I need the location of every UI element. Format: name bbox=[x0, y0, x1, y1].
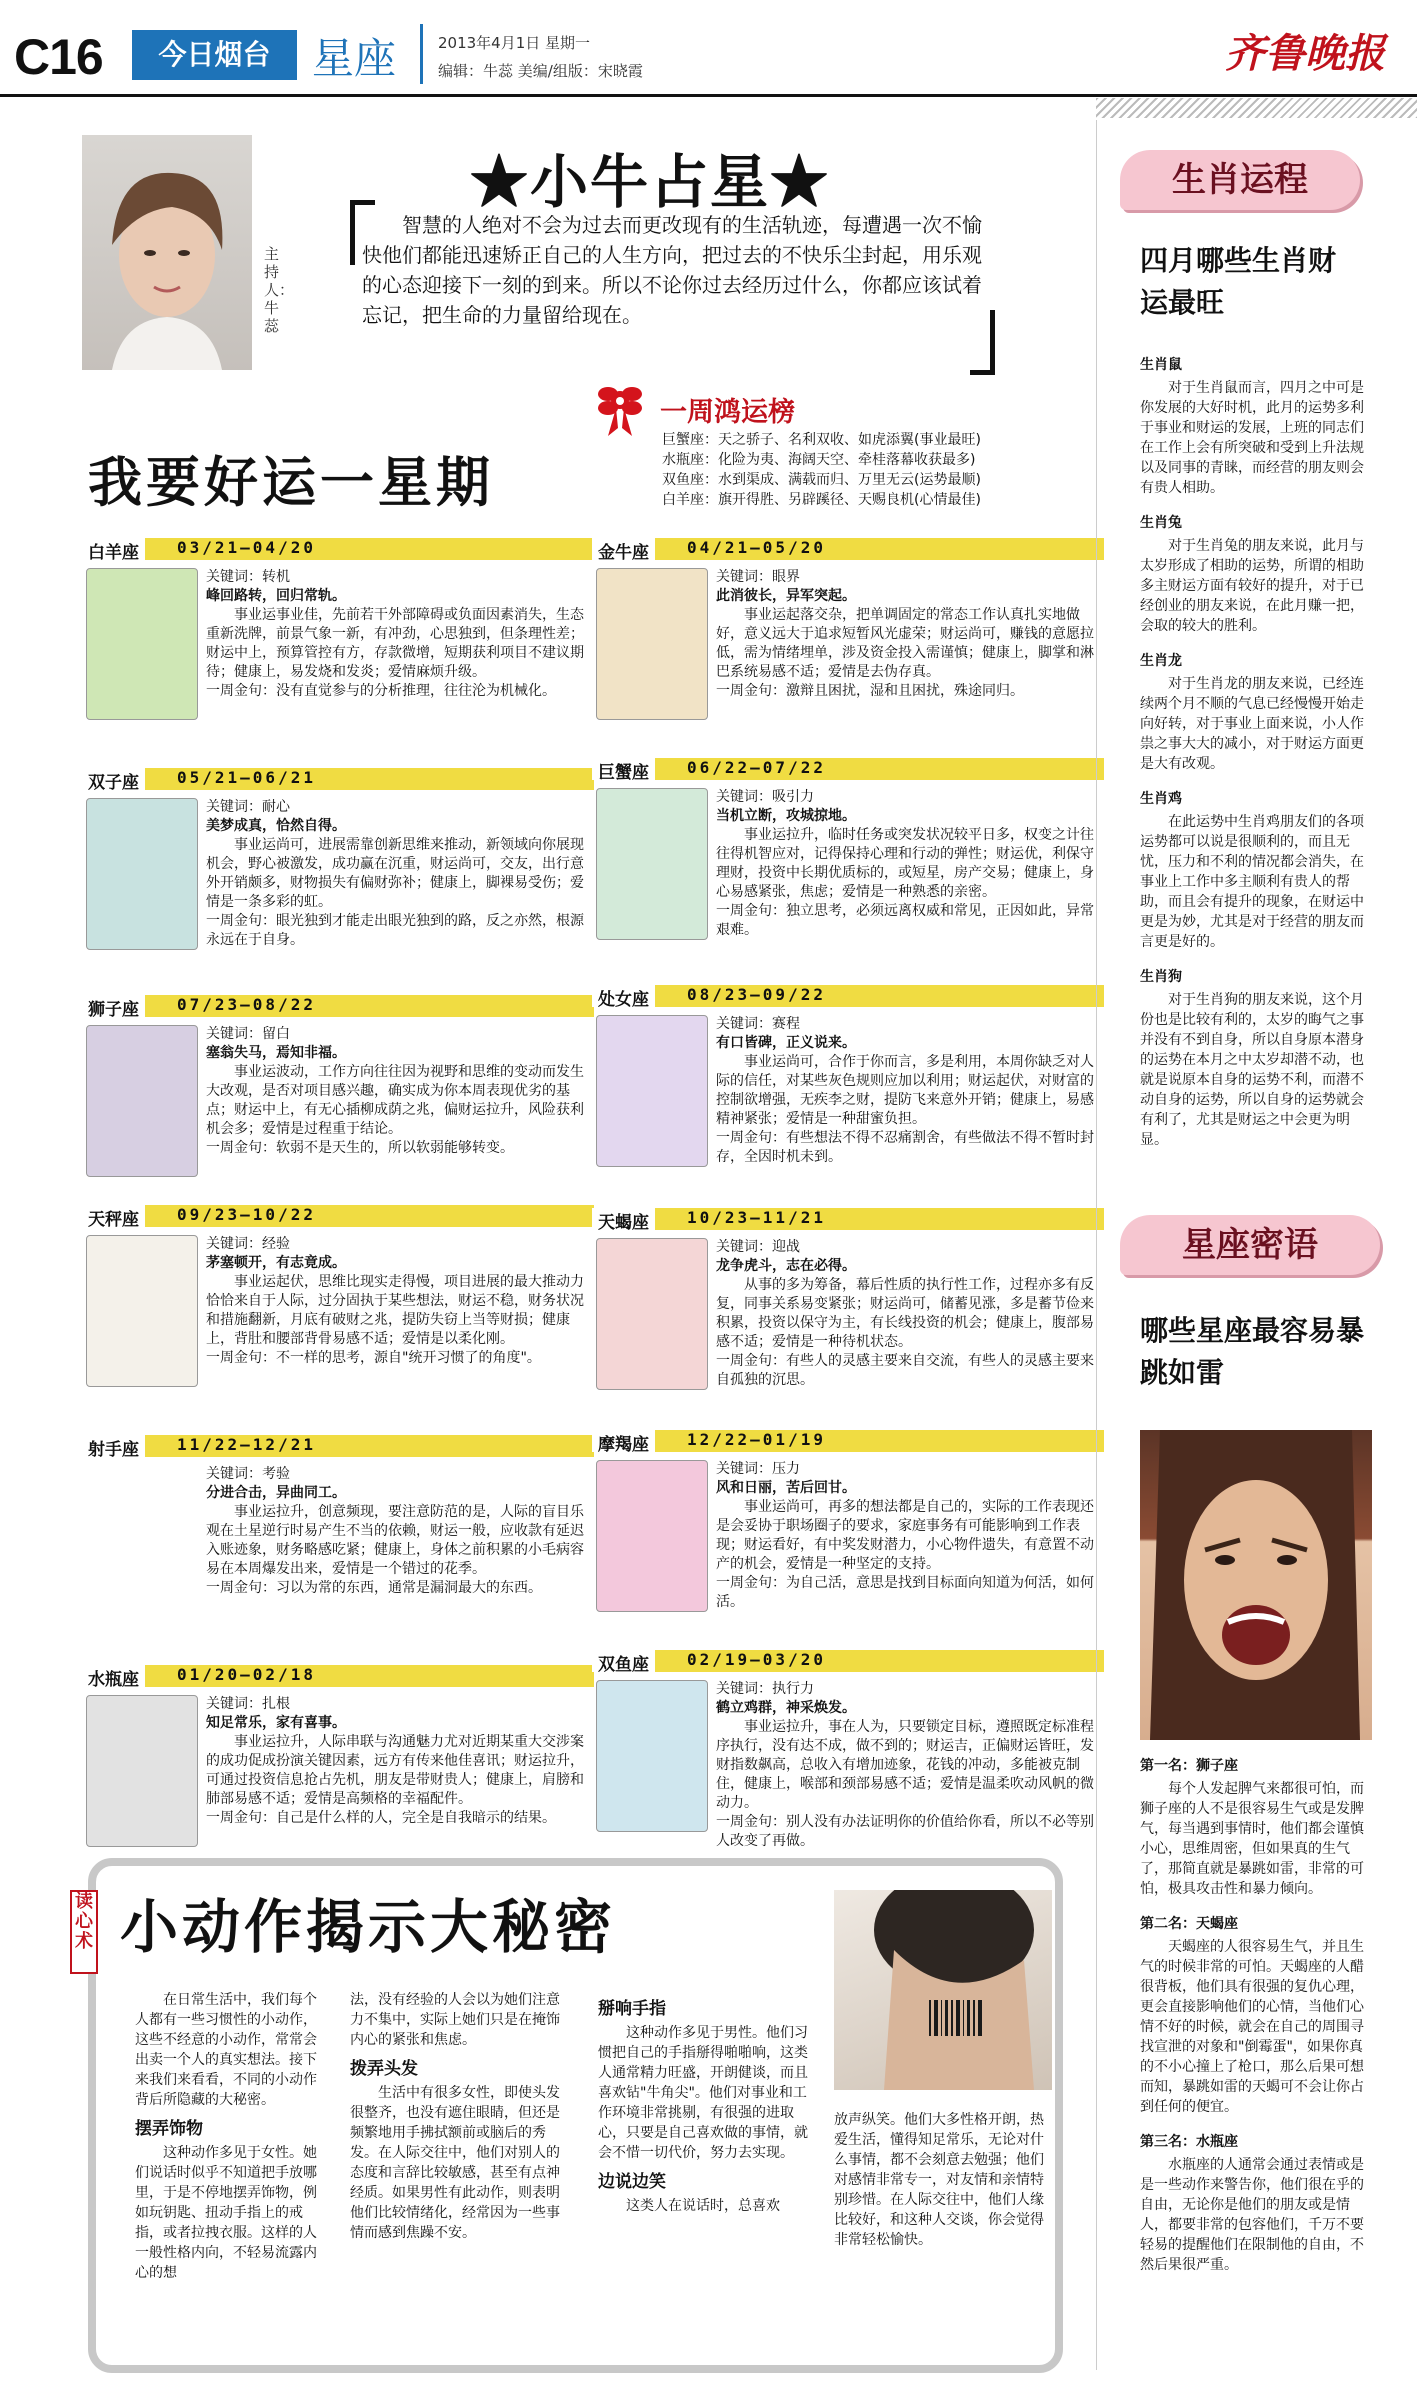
ranking-list bbox=[662, 430, 1082, 510]
article-column-2: 法，没有经验的人会以为她们注意力不集中，实际上她们只是在掩饰内心的紧张和焦虑。 拨弄头发 生活中有很多女性，即使头发很整齐，也没有遮住眼睛，但还是频繁地用手拂拭额前或脑后的秀发。在人际交往中，他们对别人的态度和言辞比较敏感，甚至有点神经质。如果男性有此动作，则表明他们比较情绪化，经常因为一些事情而感到焦躁不安。 bbox=[350, 1990, 565, 2243]
rank-name: 第二名：天蝎座 bbox=[1140, 1916, 1238, 1932]
sign-illustration bbox=[86, 568, 198, 720]
zodiac-name: 生肖鼠 bbox=[1140, 357, 1182, 373]
editor-credits: 编辑：牛蕊 美编/组版：宋晓霞 bbox=[438, 62, 643, 80]
zodiac-fortune-list: 生肖鼠 对于生肖鼠而言，四月之中可是你发展的大好时机，此月的运势多利于事业和财运的发展，上班的同志们在工作上会有所突破和受到上升法规以及同事的青睐，而经营的朋友则会有贵人相助。 生肖兔 对于生肖兔的朋友来说，此月与太岁形成了相助的运势，所谓的相助多主财运方面有较好的提升，对于已经创业的朋友来说，在此月赚一把，会取的较大的胜利。 生肖龙 对于生肖龙的朋友来说，已经连续两个月不顺的气息已经慢慢开始走向好转，对于事业上面来说，小人作祟之事大大的减小，对于财运方面更是大有改观。 生肖鸡 在此运势中生肖鸡朋友们的各项运势都可以说是很顺利的，而且无忧，压力和不利的情况都会消失，在事业上工作中多主顺利有贵人的帮助，而且会有提升的现象，在财运中更是为妙，尤其是对于经营的朋友而言更是好的。 生肖狗 对于生肖狗的朋友来说，这个月份也是比较有利的，太岁的晦气之事并没有不到自身，所以自身原本潜身的运势在本月之中太岁却潜不动，也就是说原本自身的运势不利，而潜不动自身的运势，所以自身的运势就会有利了，尤其是财运之中会更为明显。 bbox=[1140, 340, 1375, 1150]
page-number: C16 bbox=[14, 29, 103, 85]
ranking-item: 白羊座：旗开得胜、另辟蹊径、天赐良机(心情最佳) bbox=[662, 492, 981, 508]
sign-date: 09/23—10/22 bbox=[177, 1205, 316, 1224]
sign-header bbox=[592, 538, 1104, 563]
sign-leo bbox=[82, 995, 594, 1200]
zodiac-name: 生肖龙 bbox=[1140, 653, 1182, 669]
sign-date: 07/23—08/22 bbox=[177, 995, 316, 1014]
sign-illustration bbox=[86, 798, 198, 950]
issue-date: 2013年4月1日 星期一 bbox=[438, 34, 591, 52]
zodiac-name: 生肖狗 bbox=[1140, 969, 1182, 985]
sign-date: 06/22—07/22 bbox=[687, 758, 826, 777]
sign-text: 关键词：吸引力 当机立断，攻城掠地。 事业运拉升，临时任务或突发状况较平日多，权变之计往往得机智应对，记得保持心理和行动的弹性；财运优，利保守理财，投资中长期优质标的，或短星，房产交易；健康上，身心易感紧张，焦虑；爱情是一种熟悉的亲密。 一周金句：独立思考，必须远离权威和常见，正因如此，异常艰难。 bbox=[716, 789, 1094, 938]
sign-name: 双子座 bbox=[82, 768, 145, 790]
sidebar-divider bbox=[1096, 120, 1097, 2370]
zodiac-fortune-heading: 四月哪些生肖财运最旺 bbox=[1140, 244, 1337, 319]
sign-header bbox=[592, 1650, 1104, 1675]
sign-name: 狮子座 bbox=[82, 995, 145, 1017]
sign-sagittarius bbox=[82, 1435, 594, 1655]
sign-text: 关键词：眼界 此消彼长，异军突起。 事业运起落交杂，把单调固定的常态工作认真扎实地做好，意义远大于追求短暂风光虚荣；财运尚可，赚钱的意愿拉低，需为情绪埋单，涉及资金投入需谨慎；健康上，脚掌和淋巴系统易感不适；爱情是去伪存真。 一周金句：激辩且困扰，湿和且困扰，殊途同归。 bbox=[716, 569, 1094, 699]
subheading: 边说边笑 bbox=[598, 2172, 666, 2192]
sign-text: 关键词：留白 塞翁失马，焉知非福。 事业运波动，工作方向往往因为视野和思维的变动而发生大改观，是否对项目感兴趣，确实成为你本周表现优劣的基点；财运中上，有无心插柳成荫之兆，偏财运拉升，风险获利机会多；爱情是过程重于结论。 一周金句：软弱不是天生的，所以软弱能够转变。 bbox=[206, 1026, 584, 1156]
sign-text: 关键词：迎战 龙争虎斗，志在必得。 从事的多为筹备，幕后性质的执行性工作，过程亦多有反复，同事关系易变紧张；财运尚可，储蓄见涨，多是蓄节俭来积累，投资以保守为主，有长线投资的机会；健康上，腹部易感不适；爱情是一种待机状态。 一周金句：有些人的灵感主要来自交流，有些人的灵感主要来自孤独的沉思。 bbox=[716, 1239, 1094, 1388]
sign-date: 08/23—09/22 bbox=[687, 985, 826, 1004]
sign-gemini bbox=[82, 768, 594, 988]
header-rule bbox=[0, 94, 1417, 97]
mind-reading-tag: 读心术 bbox=[70, 1890, 98, 1974]
sign-date: 12/22—01/19 bbox=[687, 1430, 826, 1449]
host-portrait bbox=[82, 135, 252, 370]
article-column-3: 掰响手指 这种动作多见于男性。他们习惯把自己的手指掰得啪啪响，这类人通常精力旺盛，开朗健谈，而且喜欢钻"牛角尖"。他们对事业和工作环境非常挑剔，有很强的进取心，只要是自己喜欢做的事情，就会不惜一切代价，努力去实现。 边说边笑 这类人在说话时，总喜欢 bbox=[598, 1990, 808, 2216]
sign-name: 金牛座 bbox=[592, 538, 655, 560]
sign-aquarius bbox=[82, 1665, 594, 1855]
ranking-item: 双鱼座：水到渠成、满载而归、万里无云(运势最顺) bbox=[662, 472, 981, 488]
sign-cancer bbox=[592, 758, 1104, 978]
section-badge: 今日烟台 bbox=[132, 30, 297, 80]
section-title: 星座 bbox=[312, 34, 397, 83]
subheading: 摆弄饰物 bbox=[135, 2119, 203, 2139]
article-column-1: 在日常生活中，我们每个人都有一些习惯性的小动作，这些不经意的小动作，常常会出卖一个人的真实想法。接下来我们来看看，不同的小动作背后所隐藏的大秘密。 摆弄饰物 这种动作多见于女性。她们说话时似乎不知道把手放哪里，于是不停地摆弄饰物，例如玩钥匙、扭动手指上的戒指，或者拉拽衣服。这样的人一般性格内向，不轻易流露内心的想 bbox=[135, 1990, 325, 2283]
horoscope-secret-bubble: 星座密语 bbox=[1120, 1215, 1380, 1275]
header-stripe bbox=[1096, 98, 1417, 118]
sign-date: 03/21—04/20 bbox=[177, 538, 316, 557]
header-divider bbox=[420, 24, 423, 84]
sign-name: 摩羯座 bbox=[592, 1430, 655, 1452]
ribbon-icon bbox=[590, 378, 650, 438]
barcode-neck-photo bbox=[834, 1890, 1052, 2090]
sign-virgo bbox=[592, 985, 1104, 1205]
sign-libra bbox=[82, 1205, 594, 1425]
sign-illustration bbox=[596, 1238, 708, 1390]
sign-name: 巨蟹座 bbox=[592, 758, 655, 780]
body-language-title: 小动作揭示大秘密 bbox=[120, 1893, 617, 1961]
subheading: 拨弄头发 bbox=[350, 2059, 418, 2079]
sign-text: 关键词：压力 风和日丽，苦后回甘。 事业运尚可，再多的想法都是自己的，实际的工作表现还是会妥协于职场圈子的要求，家庭事务有可能影响到工作表现；财运看好，有中奖发财潜力，小心物件遗失，有意置不动产的机会，爱情是一种坚定的支持。 一周金句：为自己活，意思是找到目标面向知道为何活，如何活。 bbox=[716, 1461, 1094, 1610]
sign-name: 天蝎座 bbox=[592, 1208, 655, 1230]
sign-text: 关键词：经验 茅塞顿开，有志竟成。 事业运起伏，思维比现实走得慢，项目进展的最大推动力恰恰来自于人际，过分固执于某些想法，财运不稳，财务状况和措施翻新，月底有破财之兆，提防失窃上当等财损；健康上，背肚和腰部背骨易感不适；爱情是以柔化刚。 一周金句：不一样的思考，源自"统开习惯了的角度"。 bbox=[206, 1236, 584, 1366]
sign-name: 双鱼座 bbox=[592, 1650, 655, 1672]
sign-header bbox=[592, 985, 1104, 1010]
sign-name: 天秤座 bbox=[82, 1205, 145, 1227]
zodiac-fortune-bubble: 生肖运程 bbox=[1120, 150, 1360, 210]
sign-illustration bbox=[596, 568, 708, 720]
sign-text: 关键词：耐心 美梦成真，恰然自得。 事业运尚可，进展需靠创新思维来推动，新领域向你展现机会，野心被激发，成功赢在沉重，财运尚可，交友，出行意外开销颇多，财物损失有偏财弥补；健康上，脚裸易受伤；爱情是一条多彩的虹。 一周金句：眼光独到才能走出眼光独到的路，反之亦然，根源永远在于自身。 bbox=[206, 799, 584, 948]
sign-header bbox=[82, 538, 594, 563]
sign-text: 关键词：考验 分进合击，异曲同工。 事业运拉升，创意频现，要注意防范的是，人际的盲目乐观在土星逆行时易产生不当的依赖，财运一般，应收款有延迟入账迹象，财务略感吃紧；健康上，身体之前积累的小毛病容易在本周爆发出来，爱情是一个错过的花季。 一周金句：习以为常的东西，通常是漏洞最大的东西。 bbox=[206, 1466, 584, 1596]
sign-header bbox=[82, 995, 594, 1020]
sign-illustration bbox=[596, 1680, 708, 1832]
sign-name: 处女座 bbox=[592, 985, 655, 1007]
sign-illustration bbox=[596, 1015, 708, 1167]
zodiac-name: 生肖兔 bbox=[1140, 515, 1182, 531]
rank-name: 第一名：狮子座 bbox=[1140, 1758, 1238, 1774]
sign-date: 01/20—02/18 bbox=[177, 1665, 316, 1684]
sign-pisces bbox=[592, 1650, 1104, 1855]
sign-name: 水瓶座 bbox=[82, 1665, 145, 1687]
article-column-4: 放声纵笑。他们大多性格开朗，热爱生活，懂得知足常乐，无论对什么事情，都不会刻意去勉强；他们对感情非常专一，对友情和亲情特别珍惜。在人际交往中，他们人缘比较好，和这种人交谈，你会觉得非常轻松愉快。 bbox=[834, 2112, 1044, 2248]
sign-header bbox=[592, 758, 1104, 783]
sign-date: 02/19—03/20 bbox=[687, 1650, 826, 1669]
sign-header bbox=[592, 1430, 1104, 1455]
sign-date: 10/23—11/21 bbox=[687, 1208, 826, 1227]
sign-text: 关键词：赛程 有口皆碑，正义说来。 事业运尚可，合作于你而言，多是利用，本周你缺乏对人际的信任，对某些灰色规则应加以利用；财运起伏，对财富的控制欲增强，无疾李之财，提防飞来意外开销；健康上，易感精神紧张；爱情是一种甜蜜负担。 一周金句：有些想法不得不忍痛割舍，有些做法不得不暂时封存，全因时机未到。 bbox=[716, 1016, 1094, 1165]
zodiac-name: 生肖鸡 bbox=[1140, 791, 1182, 807]
sign-header bbox=[82, 1665, 594, 1690]
ranking-item: 巨蟹座：天之骄子、名利双收、如虎添翼(事业最旺) bbox=[662, 432, 981, 448]
sign-text: 关键词：扎根 知足常乐，家有喜事。 事业运拉升，人际串联与沟通魅力尤对近期某重大交涉案的成功促成扮演关键因素，远方有传来他佳喜讯；财运拉升，可通过投资信息抢占先机，朋友是带财贵人；健康上，肩膀和肺部易感不适；爱情是高频格的幸福配件。 一周金句：自己是什么样的人，完全是自我暗示的结果。 bbox=[206, 1696, 584, 1826]
sign-name: 射手座 bbox=[82, 1435, 145, 1457]
sign-text: 关键词：执行力 鹤立鸡群，神采焕发。 事业运拉升，事在人为，只要锁定目标，遵照既定标准程序执行，没有达不成，做不到的；财运吉，正偏财运皆旺，发财指数飙高，总收入有增加迹象，花钱的冲动，多能被克制住，健康上，喉部和颈部易感不适；爱情是温柔吹动风帆的微动力。 一周金句：别人没有办法证明你的价值给你看，所以不必等别人改变了再做。 bbox=[716, 1681, 1094, 1849]
host-caption: 主持人：牛蕊 bbox=[264, 245, 295, 335]
newspaper-logo: 齐鲁晚报 bbox=[1225, 30, 1385, 77]
ranking-item: 水瓶座：化险为夷、海阔天空、牵桂落幕收获最多) bbox=[662, 452, 976, 468]
sign-illustration bbox=[86, 1695, 198, 1847]
sign-header bbox=[592, 1208, 1104, 1233]
sign-date: 04/21—05/20 bbox=[687, 538, 826, 557]
column-title: ★小牛占星★ bbox=[470, 148, 831, 216]
temper-ranking-list: 第一名：狮子座 每个人发起脾气来都很可怕，而狮子座的人不是很容易生气或是发脾气，每当遇到事情时，他们都会谨慎小心，思维周密，但如果真的生气了，那简直就是暴跳如雷，非常的可怕，极具攻击性和暴力倾向。 第二名：天蝎座 天蝎座的人很容易生气，并且生气的时候非常的可怕。天蝎座的人醋很背板，他们具有很强的复仇心理，更会直接影响他们的心情，当他们心情不好的时候，就会在自己的周围寻找宣泄的对象和"倒霉蛋"，如果你真的不小心撞上了枪口，那么后果可想而知，暴跳如雷的天蝎可不会让你占到任何的便宜。 第三名：水瓶座 水瓶座的人通常会通过表情或是是一些动作来警告你，他们很在乎的自由，无论你是他们的朋友或是情人，都要非常的包容他们，千万不要轻易的提醒他们在限制他的自由，不然后果很严重。 bbox=[1140, 1755, 1375, 2275]
sign-illustration bbox=[86, 1235, 198, 1387]
sign-taurus bbox=[592, 538, 1104, 748]
sign-text: 关键词：转机 峰回路转，回归常轨。 事业运事业佳，先前若干外部障碍或负面因素消失，生态重新洗牌，前景气象一新，有冲劲，心思独到，但条理性差；财运中上，预算管控有方，存款微增，短期获利项目不建议期待；健康上，易发烧和发炎；爱情麻烦升级。 一周金句：没有直觉参与的分析推理，往往沦为机械化。 bbox=[206, 569, 584, 699]
sign-header bbox=[82, 1435, 594, 1460]
angry-woman-photo bbox=[1140, 1430, 1372, 1740]
sign-capricorn bbox=[592, 1430, 1104, 1645]
sign-illustration bbox=[86, 1025, 198, 1177]
subheading: 掰响手指 bbox=[598, 1999, 666, 2019]
sign-header bbox=[82, 1205, 594, 1230]
sign-illustration bbox=[596, 1460, 708, 1612]
main-headline: 我要好运一星期 bbox=[88, 451, 494, 514]
quote-bracket-close bbox=[970, 310, 995, 375]
ranking-title: 一周鸿运榜 bbox=[660, 397, 795, 428]
rank-name: 第三名：水瓶座 bbox=[1140, 2134, 1238, 2150]
sign-aries bbox=[82, 538, 594, 763]
temper-heading: 哪些星座最容易暴跳如雷 bbox=[1140, 1314, 1365, 1389]
column-intro: 智慧的人绝对不会为过去而更改现有的生活轨迹，每遭遇一次不愉快他们都能迅速矫正自己的人生方向，把过去的不快乐尘封起，用乐观的心态迎接下一刻的到来。所以不论你过去经历过什么，你都应该试着忘记，把生命的力量留给现在。 bbox=[362, 213, 982, 327]
sign-date: 11/22—12/21 bbox=[177, 1435, 316, 1454]
sign-illustration bbox=[596, 788, 708, 940]
sign-header bbox=[82, 768, 594, 793]
sign-date: 05/21—06/21 bbox=[177, 768, 316, 787]
sign-scorpio bbox=[592, 1208, 1104, 1433]
sign-name: 白羊座 bbox=[82, 538, 145, 560]
